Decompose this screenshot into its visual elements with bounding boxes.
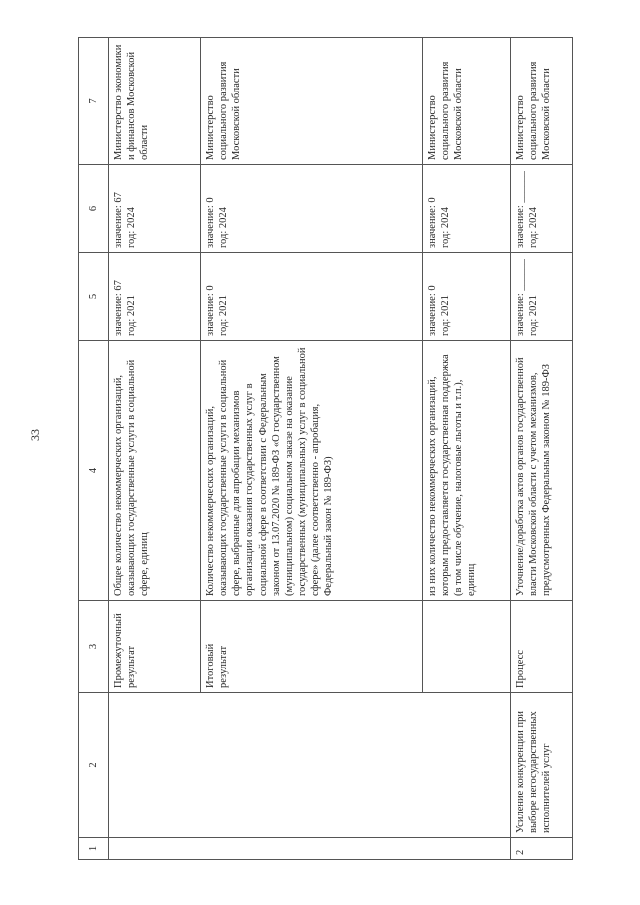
base-value-text: значение: ______ год: 2021 bbox=[515, 259, 540, 336]
responsible-cell: Министерство социального развития Московской области bbox=[201, 38, 423, 165]
row-number-cell: 2 bbox=[511, 838, 573, 860]
header-col-7: 7 bbox=[79, 38, 109, 165]
header-col-1: 1 bbox=[79, 838, 109, 860]
table-row bbox=[109, 38, 201, 860]
target-value-cell bbox=[201, 165, 423, 253]
indicator-cell: Уточнение/доработка актов органов государственной власти Московской области с учетом механизмов, предусмотренных Федеральным законом № 189-ФЗ bbox=[511, 341, 573, 601]
target-value-text: значение: 0 год: 2024 bbox=[205, 197, 230, 248]
target-value-cell bbox=[109, 165, 201, 253]
target-value-text: значение: ______ год: 2024 bbox=[515, 171, 540, 248]
page-number: 33 bbox=[28, 429, 42, 441]
target-value-cell bbox=[423, 165, 511, 253]
target-value-text: значение: 0 год: 2024 bbox=[427, 197, 452, 248]
base-value-cell bbox=[423, 253, 511, 341]
result-type-cell bbox=[423, 601, 511, 693]
header-col-6: 6 bbox=[79, 165, 109, 253]
base-value-text: значение: 67 год: 2021 bbox=[113, 280, 138, 336]
responsible-cell: Министерство экономики и финансов Московской области bbox=[109, 38, 201, 165]
indicator-cell: Количество некоммерческих организаций, оказывающих государственные услуги в социальной сфере, выбранные для апробации механизмов организации оказания государственных услуг в социальной сфере в соответствии с Федеральным законом от 13.07.2020 № 189-ФЗ «О государственном (муниципальном) социальном заказе на оказание государственных (муниципальных) услуг в социальной сфере» (далее соответственно - апробация, Федеральный закон № 189-ФЗ) bbox=[201, 341, 423, 601]
activity-cell: Усиление конкуренции при выборе негосударственных исполнителей услуг bbox=[511, 693, 573, 838]
header-col-3: 3 bbox=[79, 601, 109, 693]
header-col-5: 5 bbox=[79, 253, 109, 341]
result-type-cell: Процесс bbox=[511, 601, 573, 693]
indicator-cell: Общее количество некоммерческих организаций, оказывающих государственные услуги в социальной сфере, единиц bbox=[109, 341, 201, 601]
results-table bbox=[78, 37, 573, 860]
responsible-cell: Министерство социального развития Московской области bbox=[511, 38, 573, 165]
table-row bbox=[511, 38, 573, 860]
header-col-4: 4 bbox=[79, 341, 109, 601]
base-value-text: значение: 0 год: 2021 bbox=[205, 285, 230, 336]
rotated-table-container bbox=[78, 38, 572, 860]
row-number-cell bbox=[109, 838, 511, 860]
base-value-cell bbox=[511, 253, 573, 341]
header-col-2: 2 bbox=[79, 693, 109, 838]
target-value-text: значение: 67 год: 2024 bbox=[113, 192, 138, 248]
target-value-cell bbox=[511, 165, 573, 253]
header-row bbox=[79, 38, 109, 860]
responsible-cell: Министерство социального развития Московской области bbox=[423, 38, 511, 165]
base-value-text: значение: 0 год: 2021 bbox=[427, 285, 452, 336]
indicator-cell: из них количество некоммерческих организаций, которым предоставляется государственная поддержка (в том числе обучение, налоговые льготы и т.п.), единиц bbox=[423, 341, 511, 601]
base-value-cell bbox=[201, 253, 423, 341]
result-type-cell: Промежуточный результат bbox=[109, 601, 201, 693]
base-value-cell bbox=[109, 253, 201, 341]
result-type-cell: Итоговый результат bbox=[201, 601, 423, 693]
activity-cell bbox=[109, 693, 511, 838]
